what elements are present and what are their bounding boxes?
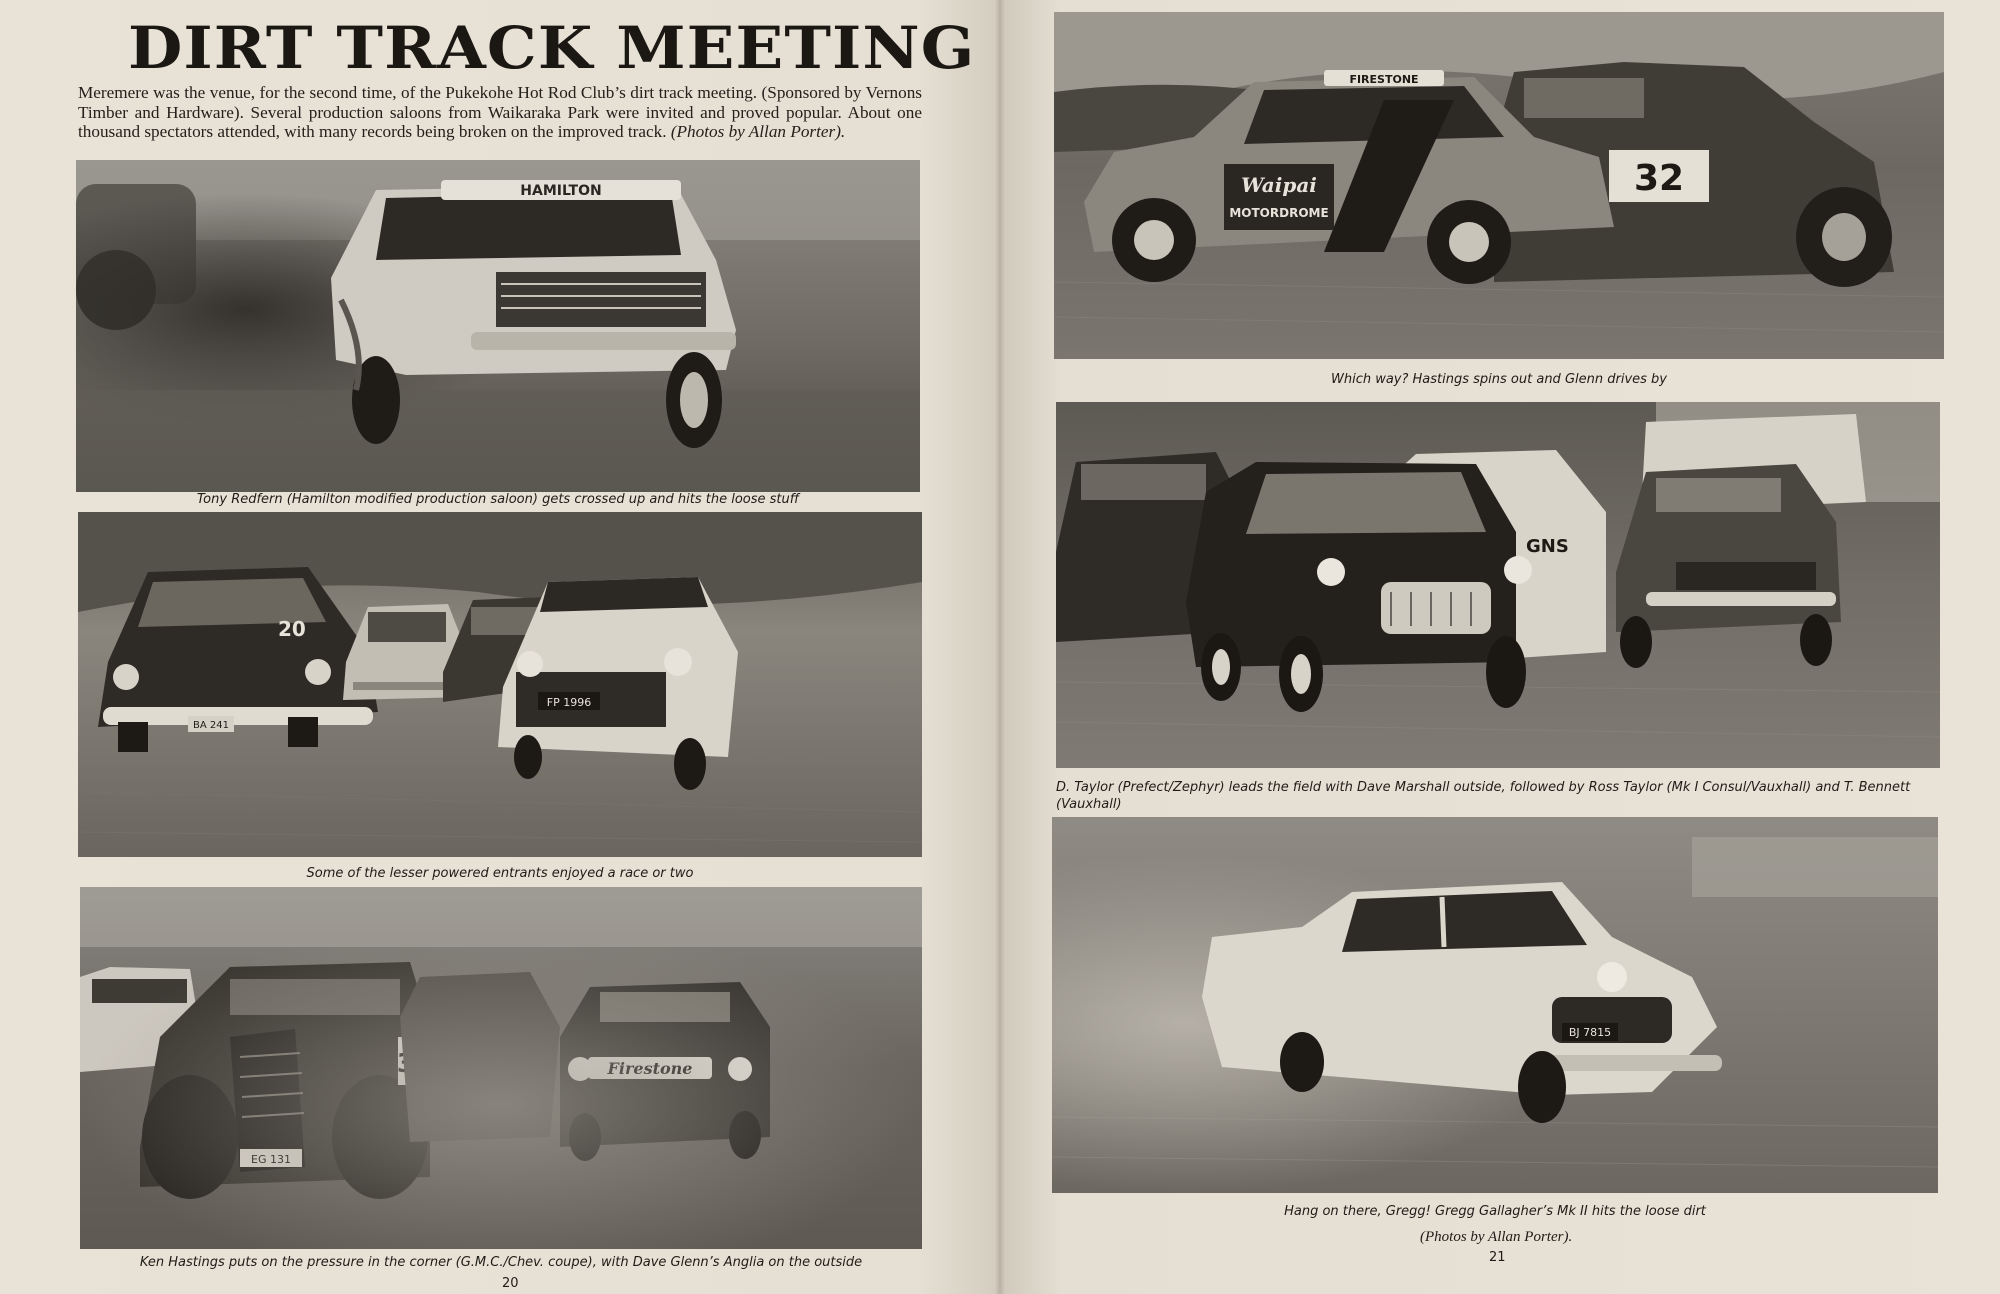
photo-redfern-saloon xyxy=(76,160,920,492)
intro-paragraph xyxy=(78,83,922,142)
lesser-car-number: 20 xyxy=(278,617,306,641)
gallagher-plate: BJ 7815 xyxy=(1568,1026,1612,1039)
caption-hastings: Ken Hastings puts on the pressure in the corner (G.M.C./Chev. coupe), with Dave Glenn’s Anglia on the outside xyxy=(139,1255,863,1270)
right-photo-credit: (Photos by Allan Porter). xyxy=(1420,1229,1573,1245)
photo-taylor-leads xyxy=(1056,402,1940,768)
lesser-plate-right: FP 1996 xyxy=(546,696,592,709)
which-way-roof-banner: FIRESTONE xyxy=(1349,73,1419,86)
taylor-side-lettering: GNS xyxy=(1526,536,1569,557)
right-page-number: 21 xyxy=(1489,1250,1506,1265)
page-headline: DIRT TRACK MEETING xyxy=(128,14,976,82)
photo-lesser-powered xyxy=(78,512,922,857)
caption-redfern: Tony Redfern (Hamilton modified production saloon) gets crossed up and hits the loose stuff xyxy=(196,492,800,507)
lesser-plate-left: BA 241 xyxy=(193,720,229,731)
redfern-windscreen-banner: HAMILTON xyxy=(520,183,602,199)
intro-text: Meremere was the venue, for the second time, of the Pukekohe Hot Rod Club’s dirt track meeting. (Sponsored by Vernons Timber and Hardware). Several production saloons from Waikaraka Park were invited and proved popular. About one thousand spectators attended, with many records being broken on the improved track. xyxy=(78,83,922,141)
caption-taylor: D. Taylor (Prefect/Zephyr) leads the field with Dave Marshall outside, followed by Ross Taylor (Mk I Consul/Vauxhall) and T. Bennett (Vauxhall) xyxy=(1056,780,1911,812)
left-page-number: 20 xyxy=(502,1276,519,1291)
photo-hastings-coupe xyxy=(80,887,922,1249)
caption-lesser-powered: Some of the lesser powered entrants enjoyed a race or two xyxy=(306,866,694,881)
which-way-door-sign-line1: Waipai xyxy=(1241,173,1317,197)
intro-photo-credit: (Photos by Allan Porter). xyxy=(670,122,846,141)
caption-which-way: Which way? Hastings spins out and Glenn drives by xyxy=(1330,372,1667,387)
which-way-door-sign-line2: MOTORDROME xyxy=(1229,206,1329,220)
photo-which-way xyxy=(1054,12,1944,359)
photo-gallagher-mk2 xyxy=(1052,817,1938,1193)
caption-gallagher: Hang on there, Gregg! Gregg Gallagher’s Mk II hits the loose dirt xyxy=(1284,1204,1706,1219)
which-way-car-number: 32 xyxy=(1633,158,1685,199)
page-gutter xyxy=(994,0,1006,1294)
